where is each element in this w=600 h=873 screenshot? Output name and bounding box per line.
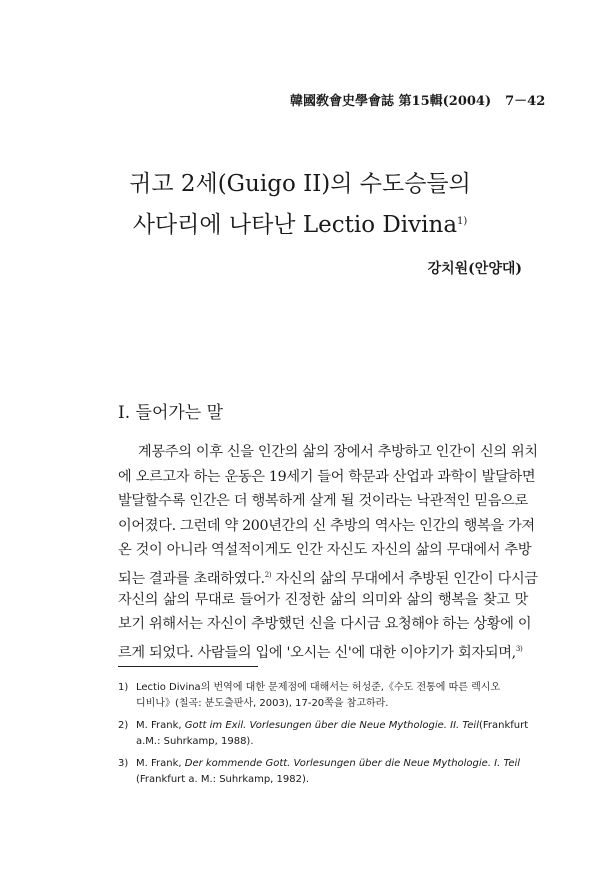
footnote-3: [118, 756, 533, 788]
footnote-number: 1): [118, 682, 129, 693]
title-line-2: [0, 203, 600, 244]
author-affiliation: 강치원(안양대): [427, 261, 522, 277]
body-text: [118, 440, 538, 661]
body-line: 보기 위해서는 자신이 추방했던 신을 다시금 요청해야 하는 상황에 이: [118, 616, 532, 633]
footnote-separator: [118, 666, 258, 667]
body-text-segment: 되는 결과를 초래하였다.: [118, 570, 265, 587]
footnote-text: (Frankfurt: [478, 720, 529, 731]
title-line-2-text: 사다리에 나타난 Lectio Divina: [132, 212, 458, 238]
footnote-text: (Frankfurt a. M.: Suhrkamp, 1982).: [136, 774, 310, 785]
running-header: [290, 90, 546, 109]
body-line: 발달할수록 인간은 더 행복하게 살게 될 것이라는 낙관적인 믿음으로: [118, 493, 528, 510]
footnote-book-title: Der kommende Gott. Vorlesungen über die Neue Mythologie. I. Teil: [184, 758, 521, 769]
body-text-segment: 르게 되었다. 사람들의 입에 '오시는 신'에 대한 이야기가 회자되며,: [118, 644, 516, 661]
footnote-mark-3: 3): [515, 644, 523, 653]
footnote-text: M. Frank,: [136, 758, 185, 769]
body-line: [118, 637, 528, 662]
body-line: 이어졌다. 그런데 약 200년간의 신 추방의 역사는 인간의 행복을 가져: [118, 517, 535, 534]
footnotes: [118, 680, 533, 794]
footnote-text: Lectio Divina의 번역에 대한 문제점에 대해서는 허성준,《수도 전통에 따른 렉시오: [136, 682, 501, 693]
body-line: [118, 563, 538, 588]
section-heading: I. 들어가는 말: [118, 403, 224, 423]
title-line-1: 귀고 2세(Guigo II)의 수도승들의: [129, 171, 471, 197]
title-footnote-mark: 1): [457, 216, 468, 227]
footnote-text: M. Frank,: [136, 720, 185, 731]
journal-citation: 韓國敎會史學會誌 第15輯(2004): [290, 94, 492, 109]
footnote-2: [118, 718, 533, 750]
footnote-book-title: Gott im Exil. Vorlesungen über die Neue Mythologie. II. Teil: [184, 720, 479, 731]
body-text-segment: 자신의 삶의 무대에서 추방된 인간이 다시금: [271, 570, 538, 587]
paper-title: [0, 166, 600, 244]
footnote-number: 3): [118, 758, 129, 769]
body-line: 계몽주의 이후 신을 인간의 삶의 장에서 추방하고 인간이 신의 위치: [138, 444, 538, 460]
footnote-text: 디비나》(칠곡: 분도출판사, 2003), 17-20쪽을 참고하라.: [136, 698, 389, 709]
page-range: 7－42: [505, 94, 546, 109]
body-line: 에 오르고자 하는 운동은 19세기 들어 학문과 산업과 과학이 발달하면: [118, 468, 536, 485]
body-line: 온 것이 아니라 역설적이게도 인간 자신도 자신의 삶의 무대에서 추방: [118, 542, 532, 559]
body-line: 자신의 삶의 무대로 들어가 진정한 삶의 의미와 삶의 행복을 찾고 맛: [118, 591, 528, 608]
footnote-text: a.M.: Suhrkamp, 1988).: [136, 736, 254, 747]
footnote-mark-2: 2): [264, 570, 272, 579]
footnote-1: [118, 680, 533, 712]
footnote-number: 2): [118, 720, 129, 731]
